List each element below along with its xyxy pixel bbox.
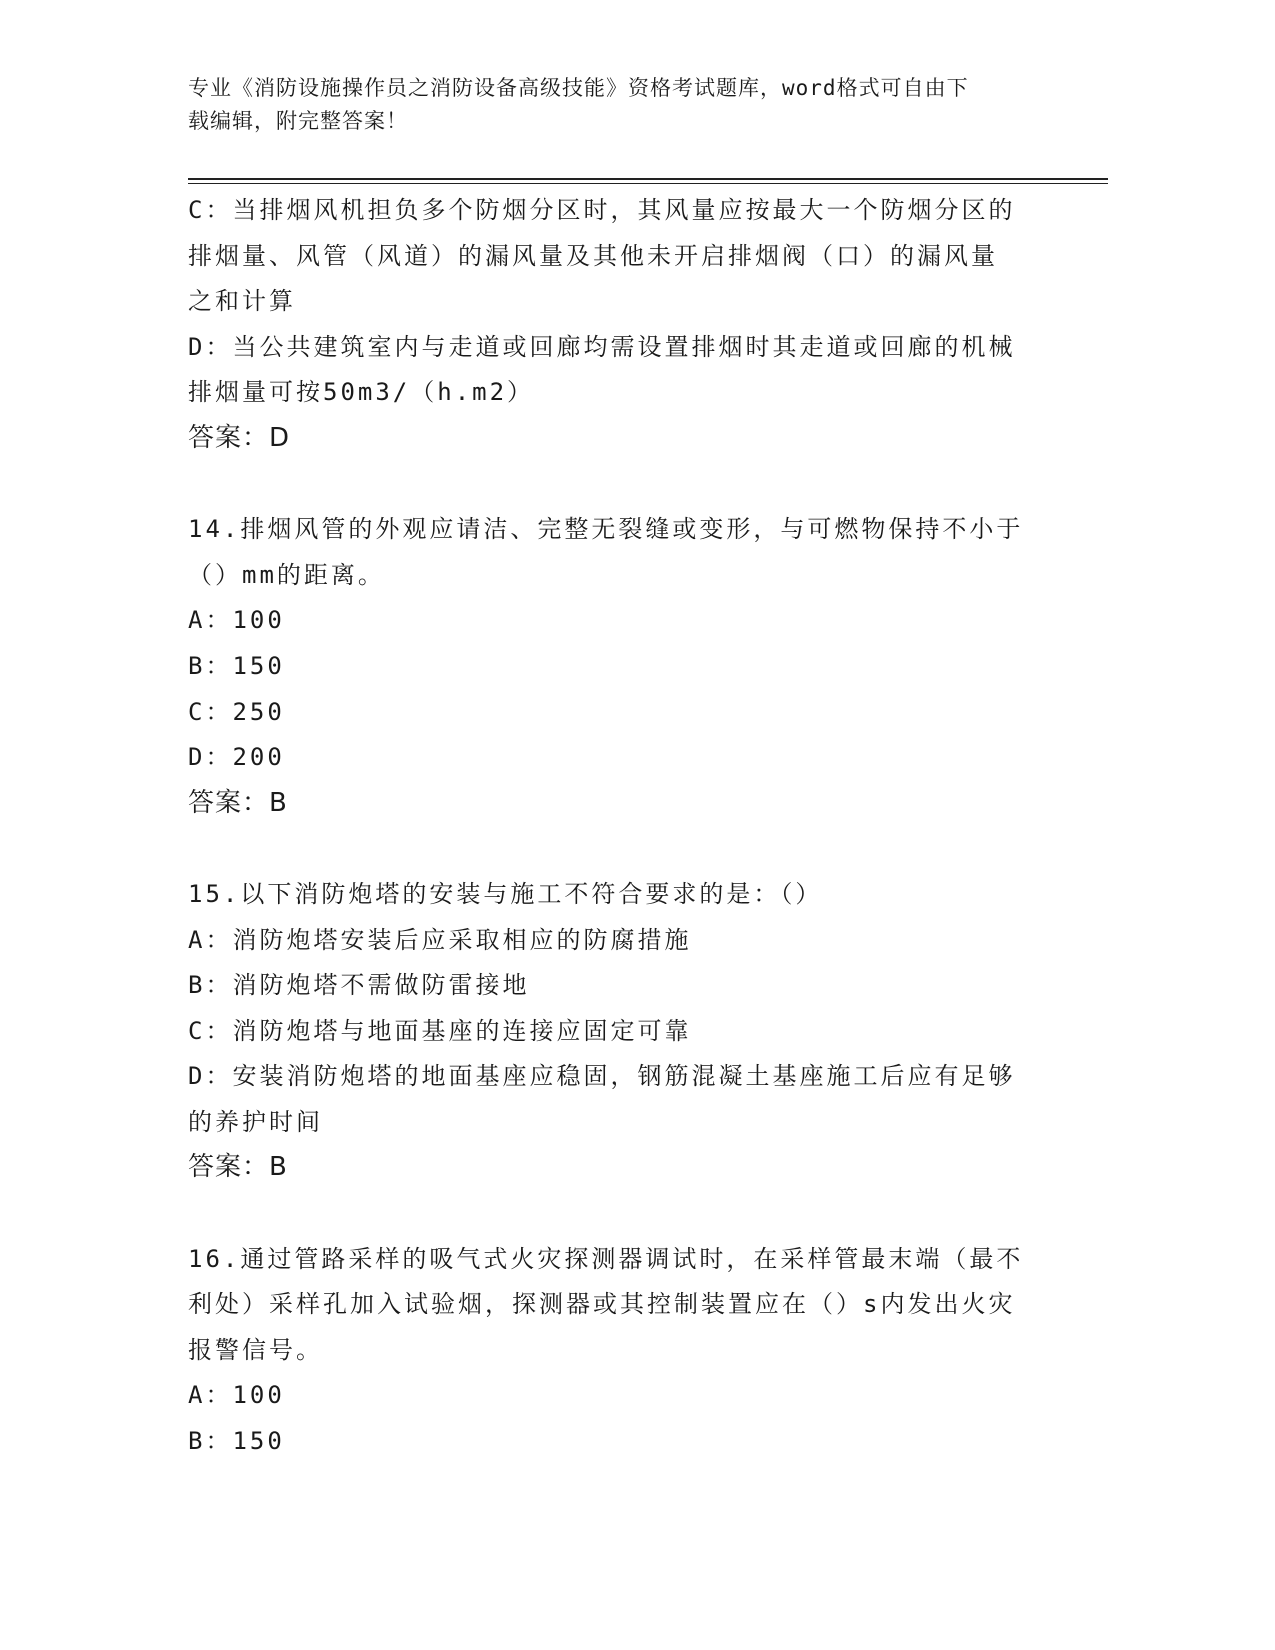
option-c: C：250 [188,697,285,726]
header-line-1: 专业《消防设施操作员之消防设备高级技能》资格考试题库，word格式可自由下 [188,76,969,100]
option-c-line-1: C：当排烟风机担负多个防烟分区时，其风量应按最大一个防烟分区的 [188,196,1016,224]
question-stem-line-2: （）mm的距离。 [188,560,385,589]
question-stem-line-3: 报警信号。 [188,1335,323,1364]
header-divider-thick [188,178,1108,180]
option-d-line-2: 排烟量可按50m3/（h.m2） [188,378,535,407]
answer-line: 答案：B [188,1152,288,1183]
option-b: B：150 [188,1427,285,1456]
option-d-line-1: D：当公共建筑室内与走道或回廊均需设置排烟时其走道或回廊的机械 [188,332,1016,361]
question-stem-line-1: 14.排烟风管的外观应请洁、完整无裂缝或变形，与可燃物保持不小于 [188,515,1024,544]
document-body [188,188,1088,1465]
spacer [188,462,1088,508]
answer-line: 答案：B [188,787,288,818]
option-d-line-2: 的养护时间 [188,1107,323,1136]
header-line-2: 载编辑，附完整答案！ [188,109,408,133]
answer-line: 答案：D [188,422,291,453]
question-stem-line-2: 利处）采样孔加入试验烟，探测器或其控制装置应在（）s内发出火灾 [188,1290,1016,1319]
option-d-line-1: D：安装消防炮塔的地面基座应稳固，钢筋混凝土基座施工后应有足够 [188,1062,1016,1091]
option-c-line-2: 排烟量、风管（风道）的漏风量及其他未开启排烟阀（口）的漏风量 [188,241,998,270]
spacer [188,826,1088,872]
question-stem-line-1: 16.通过管路采样的吸气式火灾探测器调试时，在采样管最末端（最不 [188,1244,1024,1273]
question-stem-line-1: 15.以下消防炮塔的安装与施工不符合要求的是：（） [188,879,823,908]
option-b: B：150 [188,651,285,680]
question-block-16 [188,1237,1088,1465]
option-b: B：消防炮塔不需做防雷接地 [188,971,530,1000]
option-a: A：100 [188,606,285,635]
question-block-13 [188,188,1088,462]
question-block-15 [188,872,1088,1191]
option-a: A：消防炮塔安装后应采取相应的防腐措施 [188,925,692,954]
option-c-line-3: 之和计算 [188,287,296,316]
option-a: A：100 [188,1381,285,1410]
document-header [188,72,1068,138]
header-divider-thin [188,183,1108,184]
question-block-14 [188,507,1088,826]
spacer [188,1191,1088,1237]
option-d: D：200 [188,743,285,772]
option-c: C：消防炮塔与地面基座的连接应固定可靠 [188,1016,692,1045]
